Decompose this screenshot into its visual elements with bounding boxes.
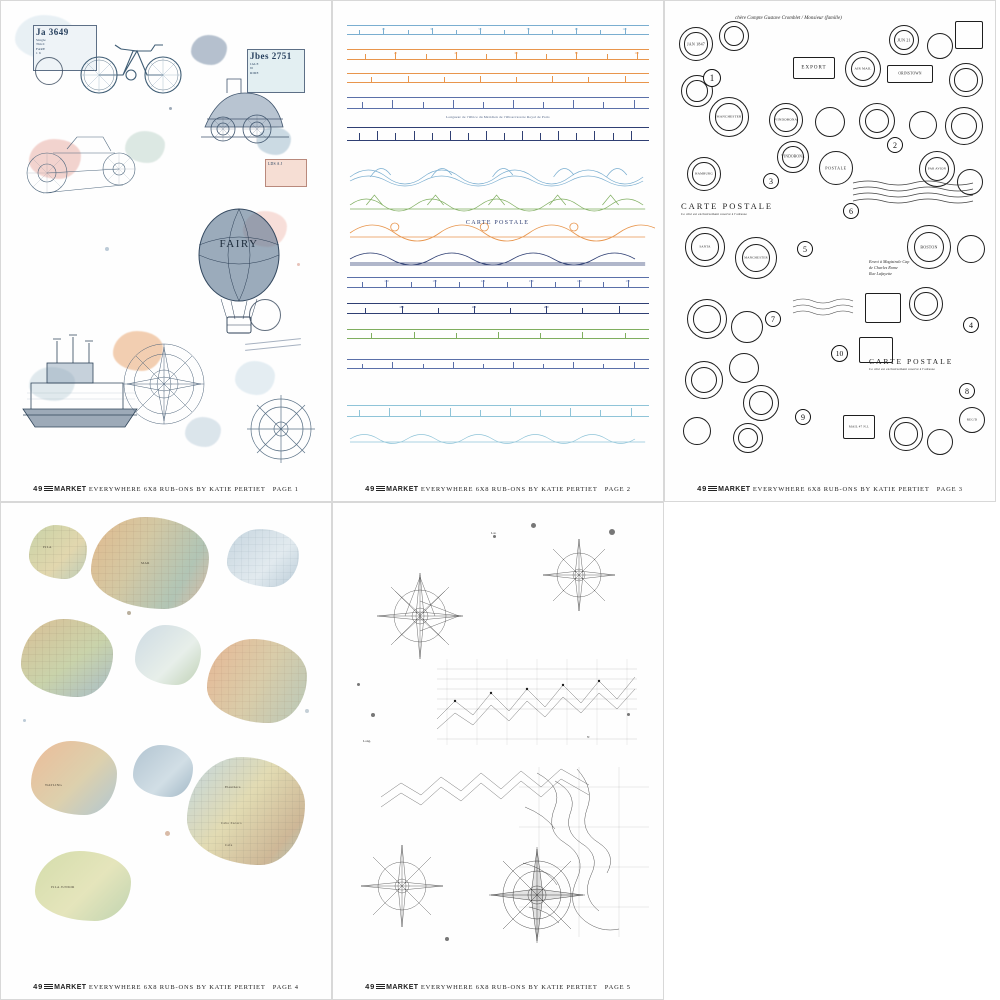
stamp-text: VINDOBONA	[781, 154, 805, 159]
sheet-footer	[1, 484, 331, 493]
map-label: ISLA JUNIOR	[51, 885, 75, 889]
script-annotation: Envoi à Magistrale Cap de Charles Rome Rue Lafayette	[869, 259, 910, 276]
postmark-stamp	[845, 51, 881, 87]
sheet-page-1[interactable]	[0, 0, 332, 502]
sheet-footer	[333, 982, 663, 991]
brand-bars-icon	[44, 486, 53, 492]
sheet-footer-collection: EVERYWHERE	[88, 984, 142, 991]
postmark-stamp	[777, 141, 809, 173]
ink-speck	[493, 535, 496, 538]
ink-speck	[165, 831, 170, 836]
ink-speck	[445, 937, 449, 941]
map-label: MAR	[141, 561, 150, 565]
postmark-stamp	[685, 227, 725, 267]
stamp-number: 9	[801, 413, 805, 422]
ruler-strip	[347, 303, 648, 312]
brand-bars-icon	[708, 486, 717, 492]
stamp-text: PAR AVION	[927, 166, 947, 171]
ruler-number: 110	[622, 26, 627, 31]
sheet-3-artwork	[673, 11, 987, 475]
postmark-stamp	[959, 407, 985, 433]
ruler-strip	[347, 277, 648, 286]
ruler-strip	[347, 405, 648, 415]
brand-word: MARKET	[54, 984, 87, 991]
ruler-number: 170	[625, 278, 630, 283]
ruler-number: 140	[480, 278, 486, 283]
ruler-number: 30	[430, 26, 434, 31]
cancellation-waves	[793, 297, 863, 317]
sheet-footer-type: RUB-ONS	[159, 486, 194, 493]
map-label: Cafa	[225, 843, 233, 847]
map-fragment	[91, 517, 209, 609]
stamp-text: MANCHESTER	[744, 255, 768, 260]
ink-speck	[609, 529, 615, 535]
postmark-stamp	[683, 417, 711, 445]
sheet-page-label: PAGE 5	[604, 984, 631, 991]
ink-speck	[627, 713, 630, 716]
carte-postale-title: CARTE POSTALE	[681, 201, 774, 211]
stamp-text: POSTALE	[825, 165, 847, 171]
ruler-number: 130	[432, 278, 437, 283]
sheet-footer-size: 6X8	[143, 486, 158, 493]
postmark-stamp	[909, 287, 943, 321]
stamp-text: SANTA	[699, 244, 711, 249]
survey-chart-lines	[437, 659, 637, 745]
map-label: ISLA	[43, 545, 52, 549]
sheet-footer-collection: EVERYWHERE	[88, 486, 142, 493]
brand-number: 49	[365, 484, 376, 493]
stamp-text: AIR MAIL	[854, 66, 872, 71]
stamp-text: EXPORT	[801, 65, 827, 71]
cancellation-line	[245, 344, 301, 351]
coastline-chart	[519, 767, 649, 937]
postmark-stamp	[909, 111, 937, 139]
vintage-machine-sketch	[23, 129, 143, 199]
compass-rose-icon	[359, 843, 445, 929]
sheet-footer	[1, 982, 331, 991]
ruler-number: 80	[574, 50, 578, 55]
carte-postale-block	[681, 201, 811, 216]
stamp-number: 1	[709, 73, 715, 83]
postmark-stamp	[793, 57, 835, 79]
map-fragment	[31, 741, 117, 815]
sheet-footer-collection: EVERYWHERE	[420, 486, 474, 493]
compass-rose-illustration	[121, 341, 207, 427]
map-fragment	[227, 529, 299, 587]
stamp-text: VINDOBONA	[774, 117, 798, 122]
stamp-text: ORINSTOWN	[898, 71, 922, 76]
brand-number: 49	[33, 982, 44, 991]
numbered-stamp-1	[703, 69, 721, 87]
map-fragment	[135, 625, 201, 685]
stamp-number: 5	[803, 245, 807, 254]
ticket-stamp	[265, 159, 307, 187]
sheet-footer-size: 6X8	[143, 984, 158, 991]
postmark-stamp	[719, 21, 749, 51]
ink-speck	[531, 523, 536, 528]
ink-speck	[357, 683, 360, 686]
brand-word: MARKET	[718, 486, 751, 493]
carte-postale-subtitle: Ce côté est exclusivement reservé à l'adresse	[681, 212, 748, 216]
postmark-stamp	[709, 97, 749, 137]
carte-postale-title: CARTE POSTALE	[869, 357, 954, 366]
ship-wheel-illustration	[245, 393, 317, 465]
compass-rose-icon	[541, 537, 617, 613]
postmark-stamp	[729, 353, 759, 383]
ruler-strip	[347, 329, 648, 337]
numbered-stamp-2	[887, 137, 903, 153]
sheet-footer-designer: BY KATIE PERTIET	[196, 984, 266, 991]
ruler-strip	[347, 127, 648, 139]
brand-word: MARKET	[386, 984, 419, 991]
stamp-text: MANCHESTER	[716, 114, 742, 119]
ruler-strip	[347, 97, 648, 107]
sheet-footer-type: RUB-ONS	[491, 984, 526, 991]
map-fragment	[133, 745, 193, 797]
sheet-page-label: PAGE 2	[604, 486, 631, 493]
ruler-number: 120	[384, 278, 389, 283]
postmark-stamp	[743, 385, 779, 421]
ruler-strip	[347, 25, 648, 33]
stamp-text: REG'D	[966, 417, 978, 422]
stamp-number: 10	[835, 349, 844, 358]
sheet-5-artwork	[341, 513, 655, 973]
numbered-stamp-10	[831, 345, 848, 362]
sheet-footer-size: 6X8	[807, 486, 822, 493]
decorative-border-strip	[350, 427, 645, 443]
ruler-number: 150	[528, 278, 534, 283]
map-label: Eleuthera	[225, 785, 241, 789]
sheet-footer-size: 6X8	[475, 984, 490, 991]
sheet-footer-designer: BY KATIE PERTIET	[860, 486, 930, 493]
postmark-stamp	[865, 293, 901, 323]
stamp-number: 2	[893, 141, 897, 150]
postmark-stamp	[955, 21, 983, 49]
ruler-caption: Longueur de l'Obice du Méridien de l'Observatoire Royal de Paris	[446, 115, 550, 119]
sheet-footer-size: 6X8	[475, 486, 490, 493]
ink-speck	[23, 719, 26, 722]
ruler-number: 20	[393, 50, 397, 55]
ticket-lines: JALE 9l RIDE	[250, 62, 259, 75]
brand-bars-icon	[44, 984, 53, 990]
sheet-empty-slot	[664, 502, 996, 1000]
map-fragment	[187, 757, 305, 865]
stamp-number: 3	[769, 177, 773, 186]
ticket-code: Ja 3649	[36, 27, 69, 37]
decorative-border-strip	[350, 187, 645, 211]
postmark-stamp	[733, 423, 763, 453]
map-label: Cabo Zacaro	[221, 821, 242, 825]
stamp-number: 6	[849, 207, 853, 216]
compass-rose-icon	[375, 571, 465, 661]
chart-annotation: Lat.	[491, 531, 497, 535]
decorative-border-strip	[350, 157, 645, 183]
ticket-lines: Single Third FARE 1 6	[36, 38, 46, 56]
brand-bars-icon	[376, 984, 385, 990]
map-fragment	[21, 619, 113, 697]
stamp-number: 7	[771, 315, 775, 324]
balloon-label: FAIRY	[219, 238, 259, 250]
cancellation-waves	[853, 179, 973, 205]
postmark-stamp	[735, 237, 777, 279]
ruler-number: 10	[381, 26, 385, 31]
sheet-page-label: PAGE 3	[936, 486, 963, 493]
bicycle-illustration	[77, 29, 187, 95]
postmark-stamp	[679, 27, 713, 61]
postmark-stamp	[819, 151, 853, 185]
ink-speck	[169, 107, 172, 110]
sheet-footer-type: RUB-ONS	[159, 984, 194, 991]
map-fragment	[29, 525, 87, 579]
decorative-border-strip	[350, 213, 645, 239]
chart-annotation: N	[587, 735, 590, 739]
ruler-number: 60	[514, 50, 518, 55]
map-label: WATLING	[45, 783, 63, 787]
stamp-text: JUN 21	[897, 37, 911, 43]
postmark-stamp	[687, 157, 721, 191]
postmark-stamp	[685, 361, 723, 399]
ink-speck	[297, 263, 300, 266]
ruler-strip	[347, 49, 648, 58]
ruler-number: 200	[543, 304, 549, 309]
postmark-stamp	[889, 25, 919, 55]
ruler-strip	[347, 359, 648, 367]
postmark-stamp	[927, 429, 953, 455]
postmark-stamp	[889, 417, 923, 451]
numbered-stamp-9	[795, 409, 811, 425]
numbered-stamp-7	[765, 311, 781, 327]
sheet-footer	[665, 484, 995, 493]
ruler-number: 90	[574, 26, 578, 31]
ruler-number: 160	[577, 278, 582, 283]
ruler-strip	[347, 73, 648, 81]
ticket-lines: LDS A J	[268, 162, 283, 166]
sheet-page-4[interactable]	[0, 502, 332, 1000]
ruler-number: 180	[399, 304, 404, 309]
postmark-stamp	[843, 415, 875, 439]
ruler-number: 100	[634, 50, 639, 55]
sheet-2-artwork	[341, 11, 655, 475]
sheet-footer-collection: EVERYWHERE	[420, 984, 474, 991]
brand-word: MARKET	[54, 486, 87, 493]
sheet-4-artwork	[9, 513, 323, 973]
numbered-stamp-4	[963, 317, 979, 333]
stamp-text: JAN 1847	[687, 41, 705, 47]
postmark-stamp	[859, 103, 895, 139]
ink-speck	[305, 709, 309, 713]
map-fragment	[207, 639, 307, 723]
sheet-footer-collection: EVERYWHERE	[752, 486, 806, 493]
decorative-border-strip	[350, 243, 645, 267]
sheet-footer-type: RUB-ONS	[491, 486, 526, 493]
postmark-stamp	[815, 107, 845, 137]
locomotive-illustration	[197, 67, 293, 149]
postmark-stamp	[949, 63, 983, 97]
postmark-stamp	[731, 311, 763, 343]
ticket-code: Jbes 2751	[250, 51, 292, 61]
ruler-number: 50	[478, 26, 482, 31]
chart-annotation: Long.	[363, 739, 372, 743]
postmark-stamp	[927, 33, 953, 59]
sheet-footer-designer: BY KATIE PERTIET	[196, 486, 266, 493]
ink-speck	[105, 247, 109, 251]
postmark-stamp	[887, 65, 933, 83]
watercolor-splatter	[235, 361, 275, 395]
brand-word: MARKET	[386, 486, 419, 493]
sheet-page-3[interactable]	[664, 0, 996, 502]
ink-speck	[371, 713, 375, 717]
postmark	[35, 57, 63, 85]
stamp-text: BOSTON	[920, 244, 938, 250]
brand-number: 49	[697, 484, 708, 493]
numbered-stamp-5	[797, 241, 813, 257]
sheet-footer-type: RUB-ONS	[823, 486, 858, 493]
brand-number: 49	[33, 484, 44, 493]
brand-number: 49	[365, 982, 376, 991]
postmark-stamp	[945, 107, 983, 145]
numbered-stamp-6	[843, 203, 859, 219]
stamp-number: 8	[965, 387, 969, 396]
ink-speck	[127, 611, 131, 615]
ruler-number: 190	[471, 304, 477, 309]
map-fragment	[35, 851, 131, 921]
sheet-1-artwork	[9, 11, 323, 475]
ruler-number: 40	[454, 50, 458, 55]
postmark-stamp	[769, 103, 803, 137]
postmark	[249, 299, 281, 331]
ruler-number: 70	[526, 26, 530, 31]
watercolor-splatter	[191, 35, 227, 65]
postmark-stamp	[859, 337, 893, 363]
numbered-stamp-3	[763, 173, 779, 189]
stamp-number: 4	[969, 321, 973, 330]
sheet-page-5[interactable]	[332, 502, 664, 1000]
script-headline: chère Compte Gustave Cromblet / Monsieur (famille)	[735, 16, 842, 21]
stamp-text: HAMBURG	[695, 171, 713, 176]
sheet-page-label: PAGE 1	[272, 486, 299, 493]
brand-bars-icon	[376, 486, 385, 492]
sheet-page-2[interactable]	[332, 0, 664, 502]
postmark-stamp	[687, 299, 727, 339]
sheet-footer-designer: BY KATIE PERTIET	[528, 486, 598, 493]
sheet-page-label: PAGE 4	[272, 984, 299, 991]
sheet-footer-designer: BY KATIE PERTIET	[528, 984, 598, 991]
strip-carte-postale-label: CARTE POSTALE	[466, 220, 530, 226]
sheet-footer	[333, 484, 663, 493]
carte-postale-subtitle: Ce côté est exclusivement reservé à l'adresse	[869, 367, 936, 371]
numbered-stamp-8	[959, 383, 975, 399]
stamp-text: MAIL 47 N.I.	[848, 424, 870, 429]
